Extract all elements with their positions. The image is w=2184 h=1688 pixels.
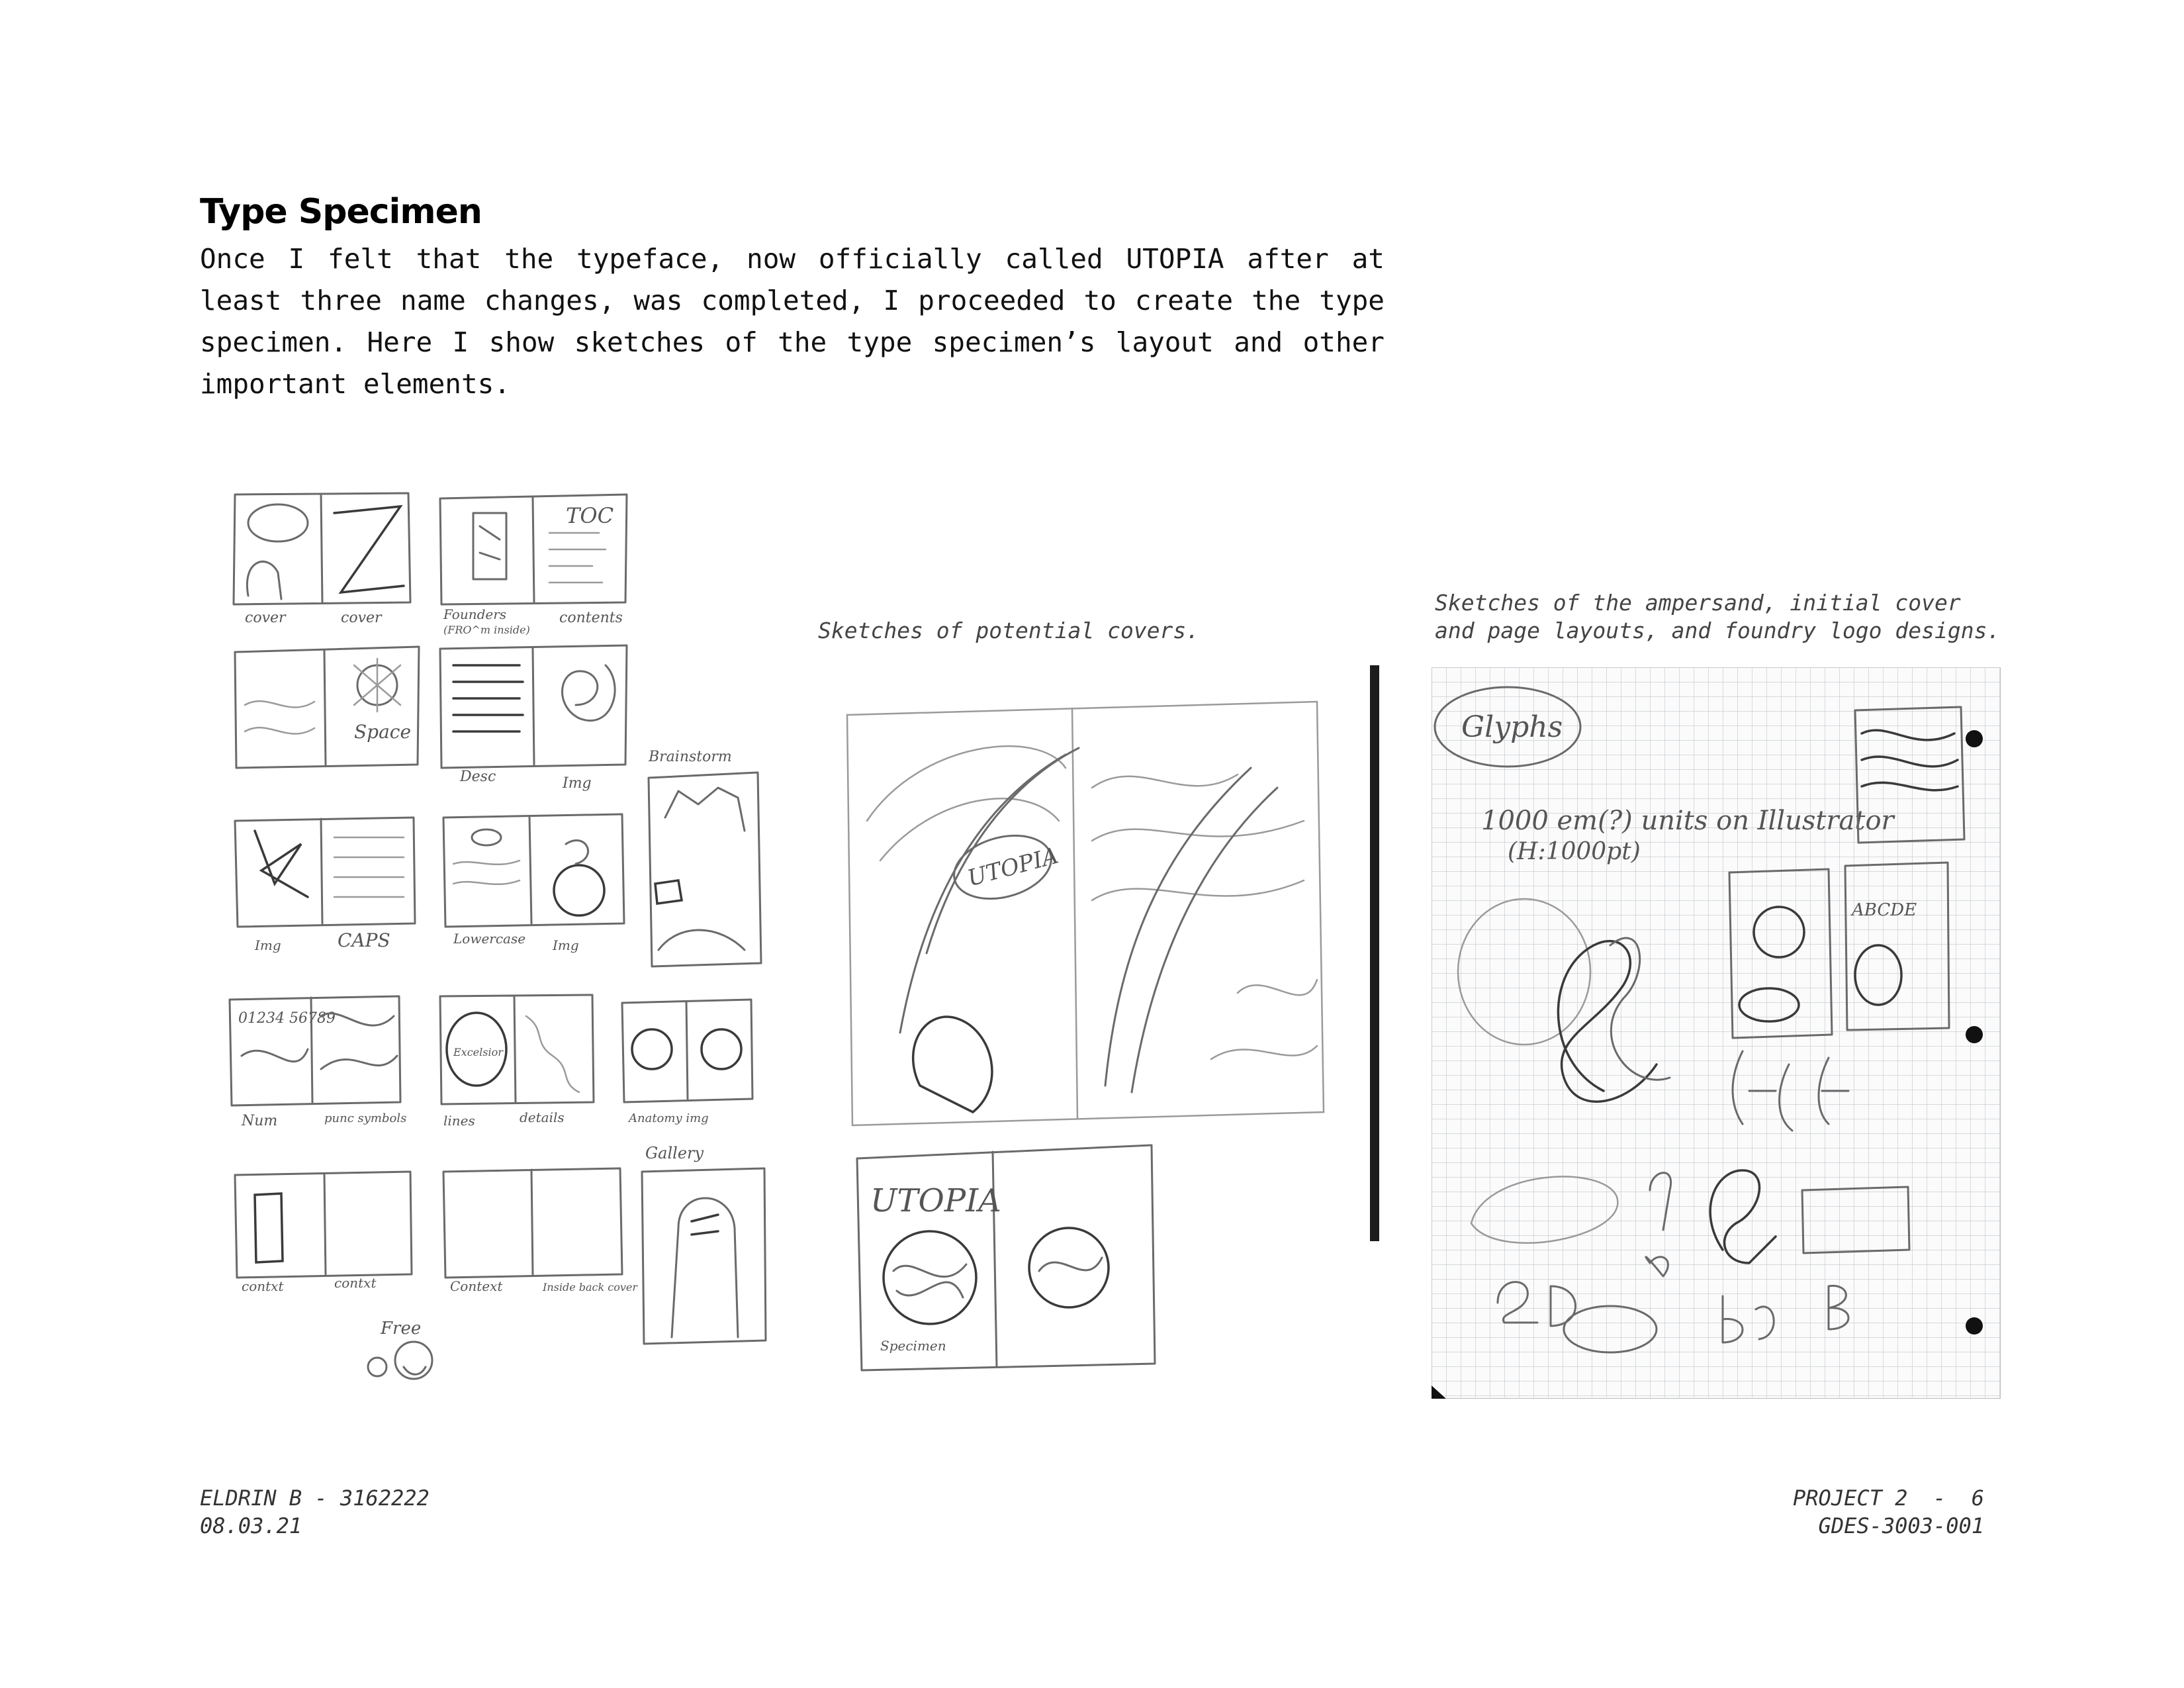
thumb-lowercase [443,814,624,953]
thumb-anatomy [622,1000,752,1125]
thumb-context [235,1172,412,1294]
note-inside-back-cover: Inside back cover [543,1281,638,1293]
footer-course: GDES-3003-001 [1818,1513,1984,1538]
note-lowercase: Lowercase [453,931,526,947]
cover-sketches [841,688,1343,1390]
footer-left [200,1484,430,1540]
footer-author: ELDRIN B - 3162222 [200,1485,430,1511]
note-context-3: Context [450,1278,503,1294]
note-img-1: Img [563,775,592,792]
note-digits: 01234 56789 [238,1010,336,1027]
cover-utopia-label-1: UTOPIA [964,842,1062,892]
cover-spread-sketch [847,702,1324,1125]
note-anatomy: Anatomy img [629,1111,709,1125]
grid-paper-sketch [1432,667,2001,1399]
cover-sketches-drawing [841,688,1343,1390]
note-founders: Founders [443,606,507,622]
note-lines: lines [443,1113,475,1129]
note-punc: punc symbols [324,1111,407,1125]
covers-caption: Sketches of potential covers. [818,618,1200,643]
note-context-2: contxt [334,1275,377,1291]
scan-edge [1370,665,1379,1241]
punch-hole-bottom [1966,1317,1983,1335]
layout-thumbnails-drawing [215,487,771,1400]
cover-specimen-label: Specimen [880,1338,946,1354]
note-caps: CAPS [338,929,390,951]
note-contents: contents [559,610,623,626]
note-img-3: Img [553,937,579,953]
note-details: details [520,1109,565,1125]
intro-paragraph: Once I felt that the typeface, now officially called UTOPIA after at least three name changes, was completed, I proceeded to create the type specimen. Here I show sketches of the type specimen’s layout and other important elements. [200,243,1385,400]
punch-hole-top [1966,730,1983,747]
doodle-free [368,1319,432,1379]
note-context-1: contxt [242,1278,284,1294]
cover-utopia-label-2: UTOPIA [870,1182,1001,1219]
note-num: Num [242,1113,278,1129]
thumb-brainstorm [649,773,761,966]
layout-thumbnails-sketch [215,487,771,1400]
thumb-cover [234,493,410,626]
note-cover-2: cover [341,610,382,626]
note-brainstorm: Brainstorm [649,749,732,765]
ampersand-caption: Sketches of the ampersand, initial cover and page layouts, and foundry logo designs. [1435,590,2001,643]
cover-utopia-sketch [857,1145,1155,1370]
note-cover-1: cover [245,610,286,626]
page-title: Type Specimen [200,192,482,232]
footer-date: 08.03.21 [200,1513,302,1538]
grid-height-label: (H:1000pt) [1508,838,1641,865]
grid-glyphs-label: Glyphs [1461,710,1563,744]
grid-paper-drawing [1432,667,2001,1399]
note-desc: Desc [460,769,496,785]
punch-hole-middle [1966,1026,1983,1043]
note-free: Free [381,1319,422,1338]
thumb-contents [440,494,627,636]
note-toc: TOC [566,503,614,528]
grid-abcde-label: ABCDE [1852,900,1917,920]
thumb-space [235,647,419,768]
thumb-gallery [642,1168,766,1344]
thumb-back-cover [443,1168,638,1294]
thumb-description [440,645,627,792]
note-img-2: Img [255,937,281,953]
note-gallery: Gallery [645,1144,704,1162]
thumb-caps [235,818,415,953]
note-founders-sub: (FRO^m inside) [443,624,530,636]
note-excelsior: Excelsior [453,1046,503,1058]
thumb-details [440,995,594,1129]
grid-lines [1432,667,2001,1399]
note-space: Space [354,721,412,743]
grid-units-label: 1000 em(?) units on Illustrator [1481,806,1894,836]
footer-project: PROJECT 2 - 6 [1793,1485,1984,1511]
footer-right [1793,1484,1984,1540]
thumb-numbers [230,996,406,1129]
